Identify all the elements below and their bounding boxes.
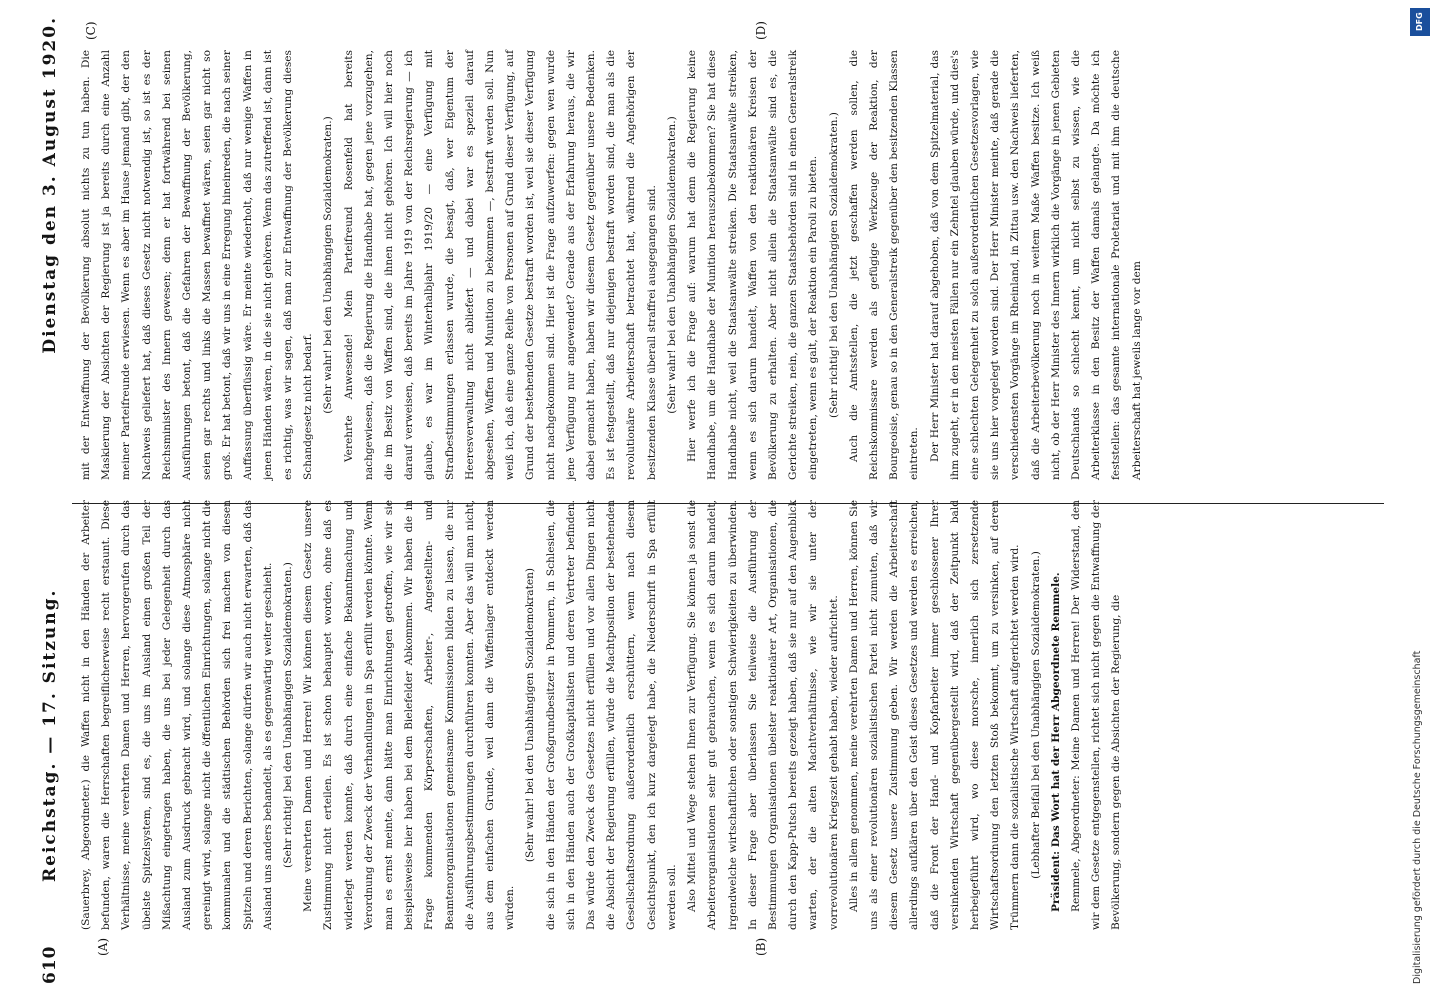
column-divider [72, 503, 1384, 504]
speaker-paragraph: Remmele, Abgeordneter: Meine Damen und Herren! Der Widerstand, den wir dem Gesetze entgegenstellen, richtet sich nicht gegen die Entwaffnung der Bevölkerung, sondern gegen die Absichten der Regierung, die [1069, 500, 1123, 930]
paragraph: die sich in den Händen der Großgrundbesitzer in Pommern, in Schlesien, die sich in den Händen auch der Großkapitalisten und deren Vertreter befinden. Das würde den Zweck des Gesetzes nicht erfüllen und vor allen Dingen nicht die Absicht der Regierung erfüllen, würde die Machtposition der bestehenden Gesellschaftsordnung außerordentlich erschüttern, wenn nach diesem Gesichtspunkt, den ich kurz dargelegt habe, die Niederschrift in Spa erfüllt werden soll. [544, 500, 678, 930]
margin-mark-a: (A) [96, 937, 110, 956]
speaker-paragraph: Präsident: Das Wort hat der Herr Abgeordnete Remmele. [1049, 572, 1062, 912]
paragraph: (Sauerbrey, Abgeordneter.) die Waffen nicht in den Händen der Arbeiter befunden, waren die Herrschaften begreiflicherweise recht erstaunt. Diese Verhältnisse, meine verehrten Damen und Herren, hervorgerufen durch das übelste Spitzelsystem, sind es, die uns im Ausland einen großen Teil der Mißachtung eingetragen haben, die uns bei jeder Gelegenheit durch das Ausland zum Ausdruck gebracht wird, und solange diese Atmosphäre nicht gereinigt wird, solange nicht die öffentlichen Einrichtungen, solange nicht die kommunalen und die städtischen Behörden sich frei machen von diesen Spitzeln und deren Berichten, solange dürfen wir auch nicht erwarten, daß das Ausland uns anders behandelt, als es gegenwärtig weiter geschieht. [80, 500, 274, 930]
page-number: 610 [40, 945, 60, 984]
session-date: Dienstag den 3. August 1920. [40, 16, 60, 354]
session-title: Reichstag. — 17. Sitzung. [40, 588, 60, 882]
margin-mark-b: (B) [754, 937, 768, 956]
margin-mark-d: (D) [754, 21, 768, 40]
dfg-logo: DFG [1410, 8, 1430, 36]
page-header [36, 8, 64, 992]
paragraph: Verehrte Anwesende! Mein Parteifreund Rosenfeld hat bereits nachgewiesen, daß die Regierung die Handhabe hat, gegen jene vorzugehen, die im Besitz von Waffen sind, die ihnen nicht gehören. Ich will hier noch darauf verweisen, daß bereits im Jahre 1919 von der Reichsregierung — ich glaube, es war im Winterhalbjahr 1919/20 — eine Verfügung mit Strafbestimmungen erlassen wurde, die besagt, daß, wer Eigentum der Heeresverwaltung nicht abliefert — und dabei war es speziell darauf abgesehen, Waffen und Munition zu bekommen —, bestraft werden soll. Nun weiß ich, daß eine ganze Reihe von Personen auf Grund dieser Verfügung, auf Grund der bestehenden Gesetze bestraft worden ist, weil sie dieser Verfügung nicht nachgekommen sind. Hier ist die Frage aufzuwerfen: gegen wen wurde jene Verfügung nur angewendet? Gerade aus der Erfahrung heraus, die wir dabei gemacht haben, haben wir diesem Gesetz gegenüber unsere Bedenken. Es ist festgestellt, daß nur diejenigen bestraft worden sind, die man als die revolutionäre Arbeiterschaft betrachtet hat, während die Angehörigen der besitzenden Klasse überall straffrei ausgegangen sind. [342, 50, 658, 480]
paragraph: Also Mittel und Wege stehen Ihnen zur Verfügung. Sie können ja sonst die Arbeiterorganisationen sehr gut gebrauchen, wenn es sich darum handelt, irgendwelche wirtschaftlichen oder sonstigen Schwierigkeiten zu überwinden. In dieser Frage aber überlassen Sie teilweise die Ausführung der Bestimmungen Organisationen übelster reaktionärer Art, Organisationen, die durch den Kapp-Putsch bereits gezeigt haben, daß sie nur auf den Augenblick warten, der die alten Machtverhältnisse, wie wir sie unter der vorrevolutionären Kriegszeit gehabt haben, wieder aufrichtet. [686, 500, 840, 930]
interjection: (Sehr wahr! bei den Unabhängigen Sozialdemokraten) [524, 567, 537, 863]
rotated-page-content [24, 0, 1394, 1000]
interjection: (Sehr richtig! bei den Unabhängigen Sozialdemokraten.) [827, 112, 840, 418]
right-column [76, 50, 1380, 480]
credit-strip [1406, 0, 1434, 1000]
interjection: (Sehr wahr! bei den Unabhängigen Sozialdemokraten.) [322, 116, 335, 414]
digitization-credit: Digitalisierung gefördert durch die Deutsche Forschungsgemeinschaft [1412, 650, 1423, 984]
paragraph: Auch die Amtsstellen, die jetzt geschaffen werden sollen, die Reichskommissare werden als gefügige Werkzeuge der Reaktion, der Bourgeoisie, genau so in den Generalstreik gegenüber den besitzenden Klassen eintreten. [847, 50, 921, 480]
left-column [76, 500, 1380, 930]
interjection: (Lebhafter Beifall bei den Unabhängigen Sozialdemokraten.) [1029, 551, 1042, 879]
paragraph: Hier werfe ich die Frage auf: warum hat denn die Regierung keine Handhabe, um die Handhabe der Munition herauszubekommen? Sie hat diese Handhabe nicht, weil die Staatsanwälte streiken. Die Staatsanwälte streiken, wenn es sich darum handelt, Waffen von den reaktionären Kreisen der Bevölkerung zu erhalten. Aber nicht allein die Staatsanwälte sind es, die Gerichte streiken, nein, die ganzen Staatsbehörden sind in einen Generalstreik eingetreten, wenn es galt, der Reaktion ein Paroli zu bieten. [686, 50, 820, 480]
paragraph: Der Herr Minister hat darauf abgehoben, daß von dem Spitzelmaterial, das ihm zugeht, er in den meisten Fällen nur ein Zehntel glauben würde, und dies's eine schlechten Gelegenheit zu solch außerordentlichen Gesetzesvorlagen, wie sie uns hier vorgelegt worden sind. Der Herr Minister meinte, daß gerade die verschiedensten Vorgänge im Rheinland, in Zittau usw. den Nachweis lieferten, daß die Arbeiterbevölkerung noch in weitem Maße Waffen besitze. Ich weiß nicht, ob der Herr Minister des Innern wirklich die Vorgänge in jenen Gebieten Deutschlands so schlecht kennt, um nicht selbst zu wissen, wie die Arbeiterklasse in den Besitz der Waffen damals gelangte. Da möchte ich feststellen: das gesamte internationale Proletariat und mit ihm die deutsche Arbeiterschaft hat jeweils lange vor dem [928, 50, 1143, 480]
margin-mark-c: (C) [84, 21, 98, 40]
interjection: (Sehr wahr! bei den Unabhängigen Sozialdemokraten.) [665, 116, 678, 414]
paragraph: Meine verehrten Damen und Herren! Wir können diesem Gesetz unsere Zustimmung nicht erteilen. Es ist schon behauptet worden, ohne daß es widerlegt werden konnte, daß durch eine einfache Bekanntmachung und Verordnung der Zweck der Verhandlungen in Spa erfüllt werden könnte. Wenn man es ernst meinte, dann hätte man Einrichtungen getroffen, wie wir sie beispielsweise hier haben bei dem Bielefelder Abkommen. Wir haben die in Frage kommenden Körperschaften, Arbeiter-, Angestellten- und Beamtenorganisationen gemeinsame Kommissionen bilden zu lassen, die nur die Ausführungsbestimmungen durchführen konnten. Aber das will man nicht, aus dem einfachen Grunde, weil dann die Waffenlager entdeckt werden würden. [302, 500, 517, 930]
paragraph: mit der Entwaffnung der Bevölkerung absolut nichts zu tun haben. Die Maskierung der Absichten der Regierung ist ja bereits durch eine Anzahl meiner Parteifreunde erwiesen. Wenn es aber im Hause jemand gibt, der den Nachweis geliefert hat, daß dieses Gesetz nicht notwendig ist, so ist es der Reichsminister des Innern gewesen; denn er hat fortwährend bei seinen Ausführungen betont, daß die Gefahren der Bewaffnung der Bevölkerung, seien gar rechts und links die Massen bewaffnet wären, seien gar nicht so groß. Er hat betont, daß wir uns in eine Erregung hineinreden, die nach seiner Auffassung überflüssig wäre. Er meinte wiederholt, daß nur wenige Waffen in jenen Händen wären, in die sie nicht gehören. Wenn das zutreffend ist, dann ist es richtig, was wir sagen, daß man zur Entwaffnung der Bevölkerung dieses Schandgesetz nicht bedarf. [80, 50, 315, 480]
interjection: (Sehr richtig! bei den Unabhängigen Sozialdemokraten.) [282, 562, 295, 868]
paragraph: Alles in allem genommen, meine verehrten Damen und Herren, können Sie uns als einer revolutionären sozialistischen Partei nicht zumuten, daß wir diesem Gesetz unsere Zustimmung geben. Wir werden die Arbeiterschaft allerdings aufklären über den Geist dieses Gesetzes und werden es erreichen, daß die Front der Hand- und Kopfarbeiter immer geschlossener Ihrer versinkenden Wirtschaft gegenübergestellt wird, daß der Zeitpunkt bald herbeigeführt wird, wo diese morsche, innerlich sich zersetzende Wirtschaftsordnung den letzten Stoß bekommt, um zu versinken, auf deren Trümmern dann die sozialistische Wirtschaft aufgerichtet werden wird. [847, 500, 1022, 930]
